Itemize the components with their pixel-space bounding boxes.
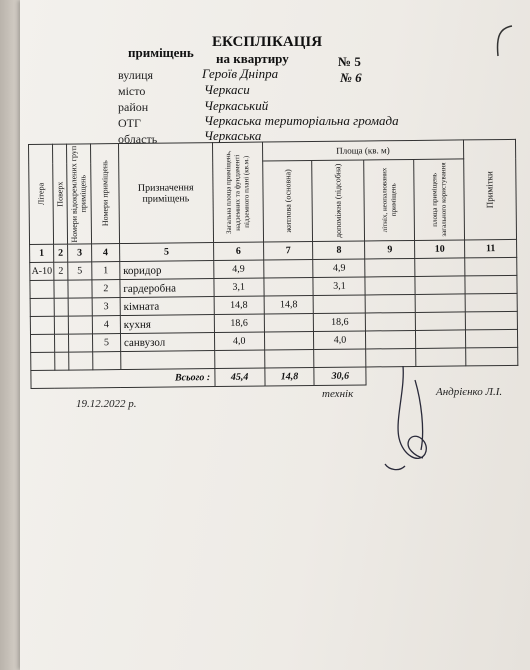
field-label-city: місто	[118, 84, 146, 98]
page-edge-shadow	[0, 0, 20, 670]
cell-room-number: 2	[92, 280, 120, 298]
cell-common	[415, 294, 465, 313]
cell-living	[264, 278, 314, 297]
cell-purpose: коридор	[120, 261, 214, 280]
totals-label: Всього :	[31, 369, 215, 389]
cell-notes	[466, 329, 518, 348]
header-summer: літніх, неопалюваних приміщень	[364, 159, 415, 241]
field-value-region: Черкаська	[204, 128, 262, 143]
field-value-district: Черкаський	[204, 98, 269, 113]
document-page	[20, 0, 530, 670]
cell-room-number: 4	[92, 316, 120, 334]
header-room-numbers: Номери приміщень	[90, 144, 119, 244]
cell-common	[415, 258, 465, 277]
header-floor: Поверх	[52, 144, 67, 244]
header-liter: Літера	[29, 144, 54, 244]
cell-purpose: гардеробна	[120, 279, 214, 298]
header-notes: Примітки	[464, 139, 517, 240]
cell-room-number: 5	[92, 334, 120, 352]
cell-purpose: кухня	[120, 315, 214, 334]
cell-group	[68, 298, 92, 316]
col-index: 9	[365, 240, 415, 259]
cell-liter: А-10	[30, 262, 54, 280]
field-value-community: Черкаська територіальна громада	[204, 113, 399, 128]
cell-purpose: кімната	[120, 297, 214, 316]
cell-auxiliary: 4,9	[313, 259, 365, 278]
cell-auxiliary: 18,6	[314, 313, 366, 332]
field-label-community: ОТГ	[118, 116, 141, 130]
cell-group	[68, 280, 92, 298]
field-label-district: район	[118, 100, 149, 114]
cell-room-number: 3	[92, 298, 120, 316]
cell-summer	[365, 294, 415, 313]
cell-summer	[365, 276, 415, 295]
cell-notes	[465, 311, 517, 330]
cell-notes	[465, 293, 517, 312]
field-label-street: вулиця	[118, 68, 154, 82]
cell-common	[416, 330, 466, 349]
col-index: 2	[54, 244, 68, 262]
cell-common	[416, 312, 466, 331]
col-index: 6	[213, 242, 263, 261]
corner-mark-icon	[490, 22, 520, 62]
totals-auxiliary: 30,6	[314, 367, 366, 386]
cell-liter	[30, 280, 54, 298]
cell-common	[415, 276, 465, 295]
cell-total-area: 3,1	[214, 278, 264, 297]
header-purpose: Призначення приміщень	[118, 143, 213, 244]
footer-role: технік	[322, 388, 354, 400]
cell-purpose: санвузол	[120, 333, 214, 352]
cell-summer	[365, 258, 415, 277]
cell-room-number: 1	[92, 262, 120, 280]
col-index: 7	[263, 242, 313, 261]
cell-living	[263, 260, 313, 279]
footer-date: 19.12.2022 р.	[76, 398, 137, 410]
cell-floor	[54, 316, 68, 334]
cell-liter	[30, 316, 54, 334]
cell-summer	[366, 330, 416, 349]
cell-auxiliary: 3,1	[313, 277, 365, 296]
cell-living: 14,8	[264, 296, 314, 315]
cell-notes	[465, 275, 517, 294]
explication-table	[28, 139, 519, 389]
cell-total-area: 18,6	[214, 314, 264, 333]
col-index: 10	[415, 240, 465, 259]
subtitle-rooms: приміщень	[128, 45, 194, 60]
col-index: 8	[313, 241, 365, 260]
apartment-number-printed: № 5	[338, 54, 361, 69]
totals-living: 14,8	[264, 368, 314, 387]
cell-living	[264, 314, 314, 333]
signature	[375, 360, 455, 480]
document-title: ЕКСПЛІКАЦІЯ	[212, 34, 323, 50]
cell-liter	[30, 334, 54, 352]
cell-floor	[54, 334, 68, 352]
cell-summer	[366, 312, 416, 331]
cell-group	[68, 334, 92, 352]
totals-total-area: 45,4	[215, 368, 265, 387]
field-label-region: область	[118, 132, 158, 146]
cell-total-area: 4,0	[214, 332, 264, 351]
cell-floor	[54, 298, 68, 316]
header-living: житлова (основна)	[262, 161, 313, 243]
cell-auxiliary: 4,0	[314, 331, 366, 350]
header-common: площа приміщень загального користування	[414, 159, 465, 241]
field-value-city: Черкаси	[204, 82, 250, 97]
footer-name: Андрієнко Л.І.	[436, 386, 503, 398]
col-index: 4	[91, 244, 119, 262]
col-index: 1	[30, 244, 54, 262]
header-total-area: Загальна площа приміщень, надземних та фундаменті підземного плані (кв.м.)	[212, 142, 263, 243]
header-auxiliary: допоміжна (підсобна)	[312, 160, 365, 242]
col-index: 3	[68, 244, 92, 262]
cell-living	[264, 332, 314, 351]
cell-floor: 2	[54, 262, 68, 280]
field-value-street: Героїв Дніпра	[202, 66, 279, 81]
cell-notes	[465, 257, 517, 276]
col-index: 5	[119, 243, 213, 262]
cell-floor	[54, 280, 68, 298]
cell-total-area: 14,8	[214, 296, 264, 315]
cell-total-area: 4,9	[213, 260, 263, 279]
cell-auxiliary	[314, 295, 366, 314]
header-group-numbers: Номери відокремлених груп приміщень	[66, 144, 91, 244]
header-area-group: Площа (кв. м)	[262, 140, 464, 161]
cell-group: 5	[68, 262, 92, 280]
subtitle-apartment: на квартиру	[216, 51, 289, 66]
col-index: 11	[465, 239, 517, 258]
cell-group	[68, 316, 92, 334]
cell-liter	[30, 298, 54, 316]
apartment-number-written: № 6	[340, 70, 362, 85]
